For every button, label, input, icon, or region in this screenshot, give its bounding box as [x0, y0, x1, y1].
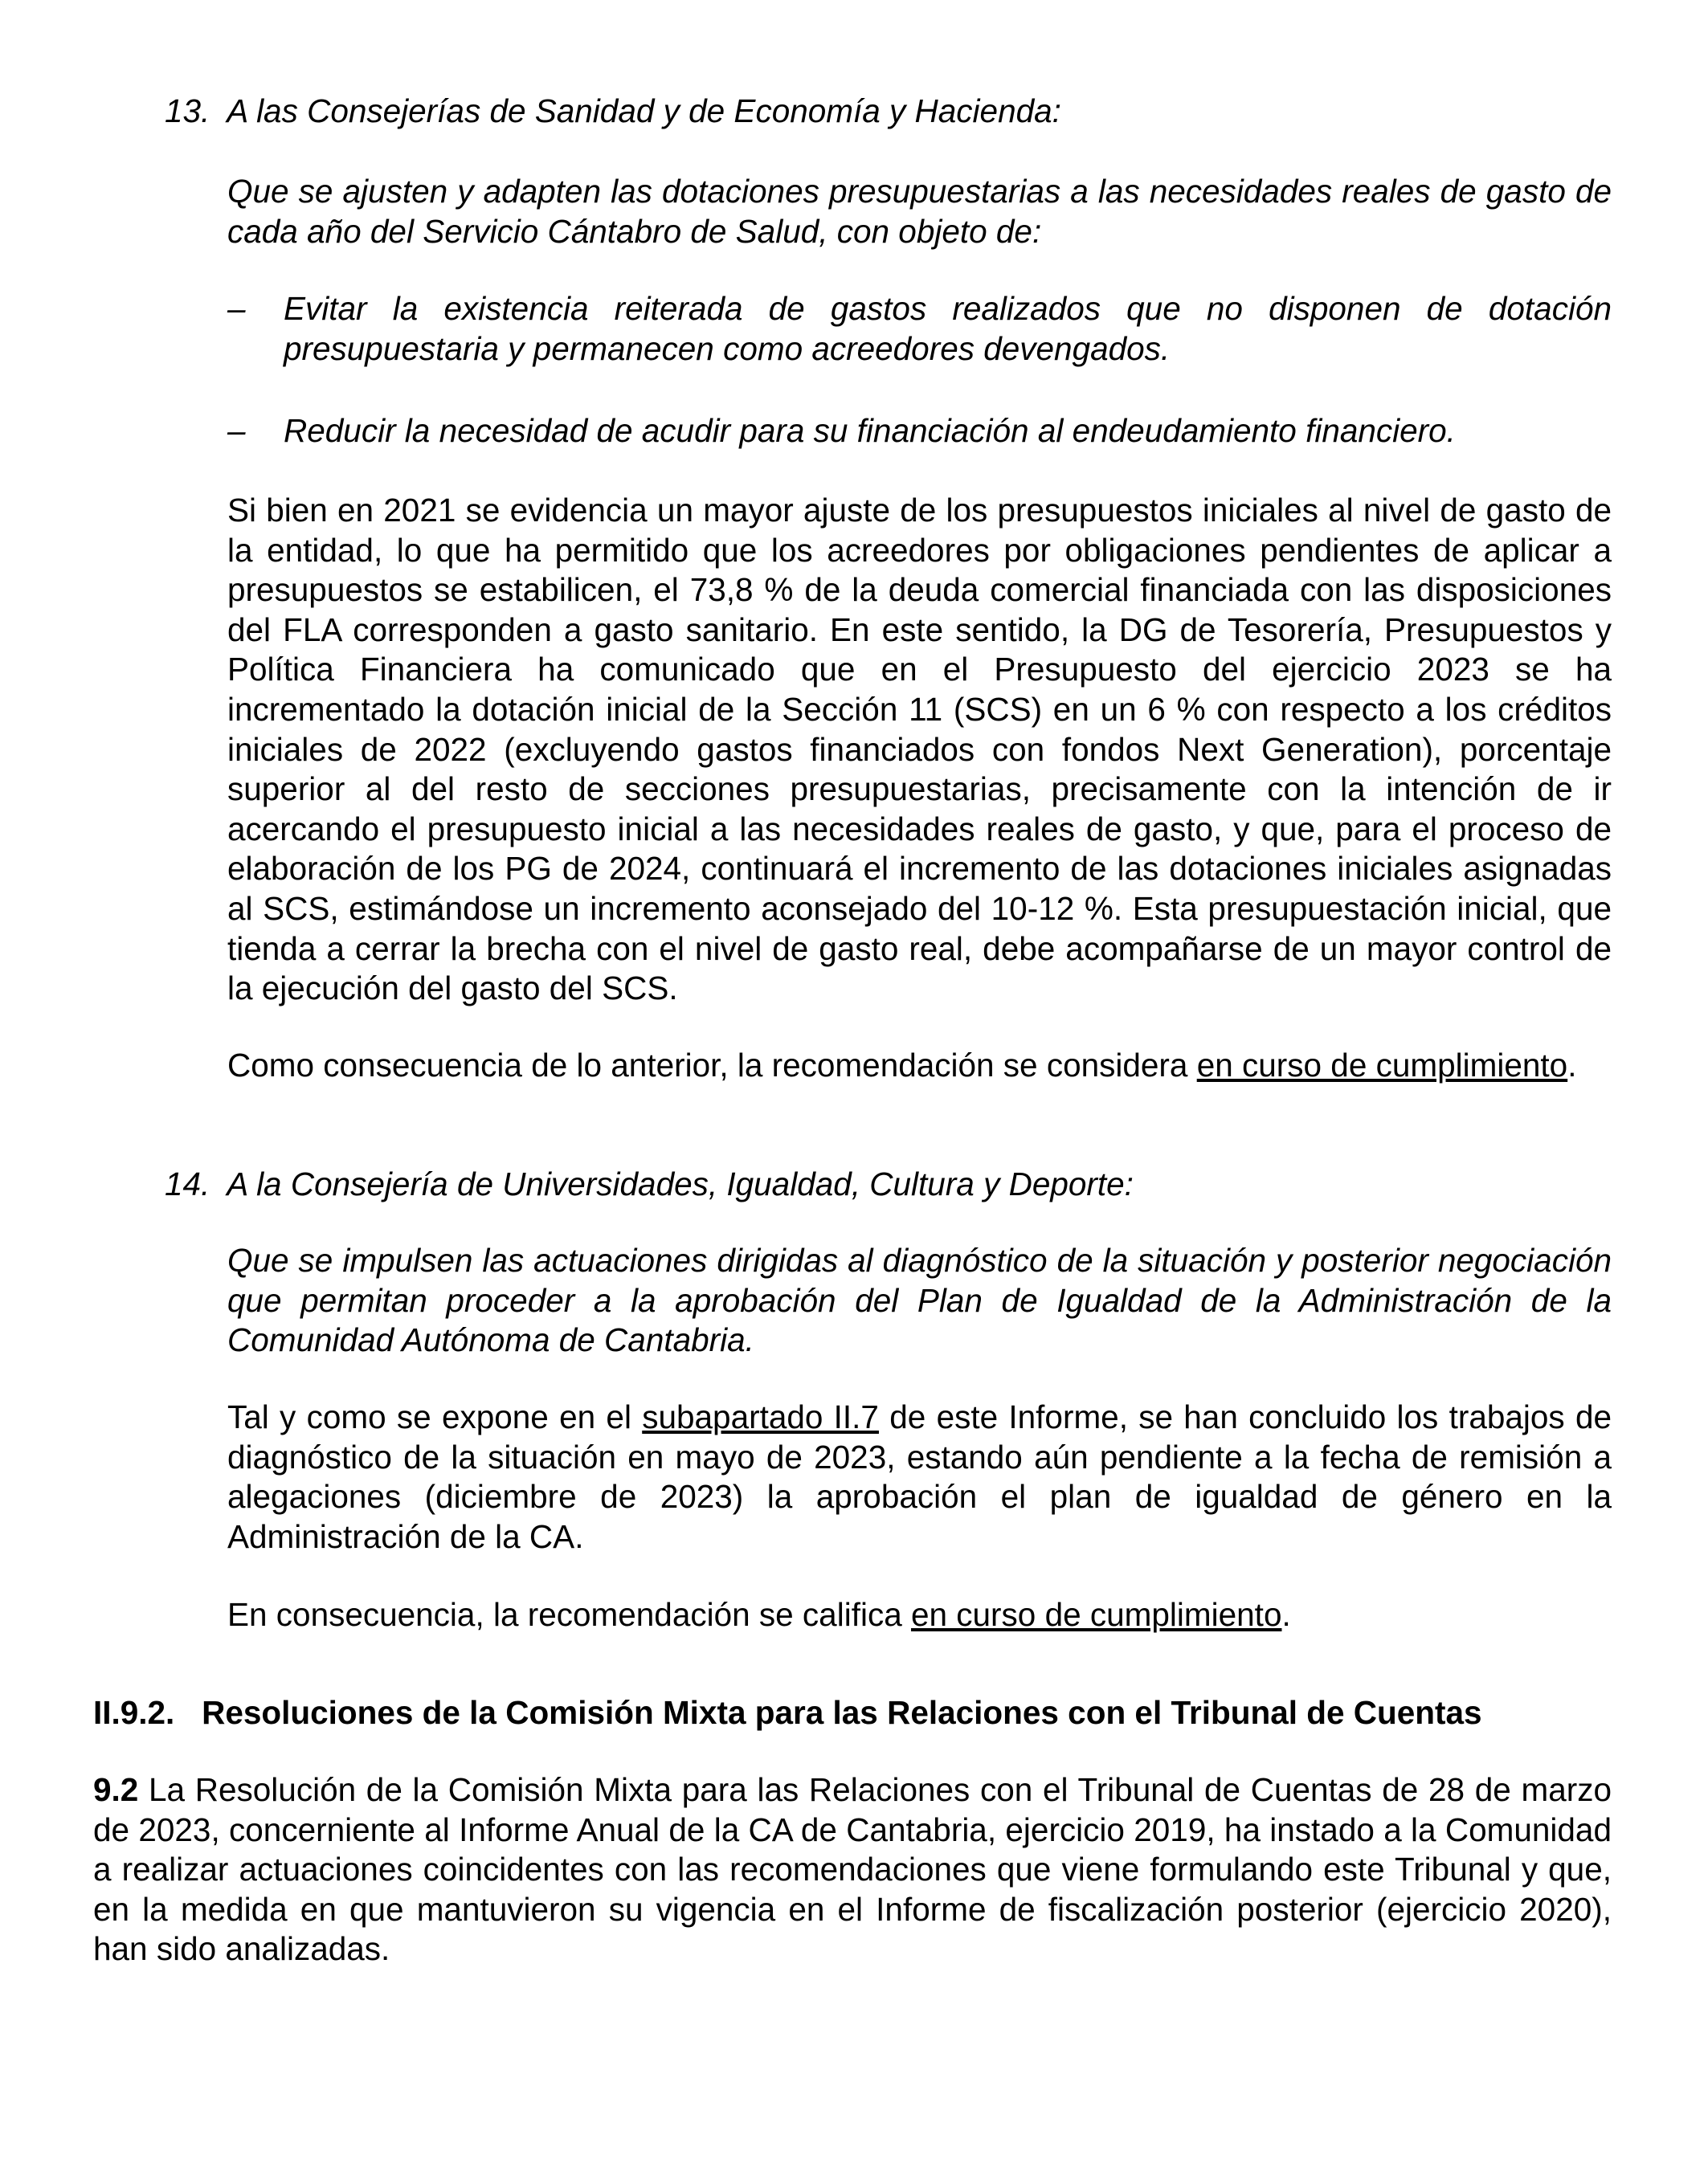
recommendation-14-analysis: [227, 1398, 1612, 1557]
recommendation-14-heading: 14. A la Consejería de Universidades, Igualdad, Cultura y Deporte:: [165, 1165, 1134, 1202]
list-item: [227, 289, 1612, 369]
analysis-text: Tal y como se expone en el: [227, 1398, 643, 1435]
status-compliance: en curso de cumplimiento: [910, 1596, 1282, 1633]
recommendation-13-conclusion: [227, 1046, 1612, 1086]
status-compliance: en curso de cumplimiento: [1196, 1047, 1568, 1084]
recommendation-13-text: Que se ajusten y adapten las dotaciones presupuestarias a las necesidades reales de gasto de cada año del Servicio Cántabro de Salud, con objeto de:: [227, 173, 1612, 250]
dash-bullet: –: [227, 290, 246, 327]
section-paragraph: [93, 1770, 1612, 1970]
period: .: [1567, 1047, 1577, 1084]
list-item-text: Evitar la existencia reiterada de gastos realizados que no disponen de dotación presupuestaria y permanecen como acreedores devengados.: [284, 290, 1612, 367]
recommendation-14-text: Que se impulsen las actuaciones dirigidas al diagnóstico de la situación y posterior negociación que permitan proceder a la aprobación del Plan de Igualdad de la Administración de la Comunidad Autónoma de Cantabria.: [227, 1242, 1612, 1359]
list-item: [227, 411, 1612, 451]
recommendation-13-heading: 13. A las Consejerías de Sanidad y de Economía y Hacienda:: [165, 92, 1061, 129]
recommendation-14-conclusion: [227, 1595, 1612, 1635]
conclusion-text: Como consecuencia de lo anterior, la recomendación se considera: [227, 1047, 1197, 1084]
paragraph-number: 9.2: [93, 1771, 139, 1808]
list-item-text: Reducir la necesidad de acudir para su financiación al endeudamiento financiero.: [284, 412, 1456, 449]
conclusion-text: En consecuencia, la recomendación se califica: [227, 1596, 911, 1633]
analysis-text: de este Informe, se han concluido los trabajos de diagnóstico de la situación en mayo de 2023, estando aún pendiente a la fecha de remisión a alegaciones (diciembre de 2023) la aprobación el plan de igualdad de género en la Administración de la CA.: [227, 1398, 1612, 1555]
recommendation-13-analysis: Si bien en 2021 se evidencia un mayor ajuste de los presupuestos iniciales al nivel de gasto de la entidad, lo que ha permitido que los acreedores por obligaciones pendientes de aplicar a presupuestos se estabilicen, el 73,8 % de la deuda comercial financiada con las disposiciones del FLA corresponden a gasto sanitario. En este sentido, la DG de Tesorería, Presupuestos y Política Financiera ha comunicado que en el Presupuesto del ejercicio 2023 se ha incrementado la dotación inicial de la Sección 11 (SCS) en un 6 % con respecto a los créditos iniciales de 2022 (excluyendo gastos financiados con fondos Next Generation), porcentaje superior al del resto de secciones presupuestarias, precisamente con la intención de ir acercando el presupuesto inicial a las necesidades reales de gasto, y que, para el proceso de elaboración de los PG de 2024, continuará el incremento de las dotaciones iniciales asignadas al SCS, estimándose un incremento aconsejado del 10-12 %. Esta presupuestación inicial, que tienda a cerrar la brecha con el nivel de gasto real, debe acompañarse de un mayor control de la ejecución del gasto del SCS.: [227, 492, 1612, 1007]
section-heading: II.9.2. Resoluciones de la Comisión Mixta para las Relaciones con el Tribunal de Cuentas: [93, 1694, 1482, 1731]
dash-bullet: –: [227, 412, 246, 449]
period: .: [1281, 1596, 1291, 1633]
paragraph-text: La Resolución de la Comisión Mixta para las Relaciones con el Tribunal de Cuentas de 28 de marzo de 2023, concerniente al Informe Anual de la CA de Cantabria, ejercicio 2019, ha instado a la Comunidad a realizar actuaciones coincidentes con las recomendaciones que viene formulando este Tribunal y que, en la medida en que mantuvieron su vigencia en el Informe de fiscalización posterior (ejercicio 2020), han sido analizadas.: [93, 1771, 1612, 1968]
subsection-link[interactable]: subapartado II.7: [642, 1398, 879, 1435]
